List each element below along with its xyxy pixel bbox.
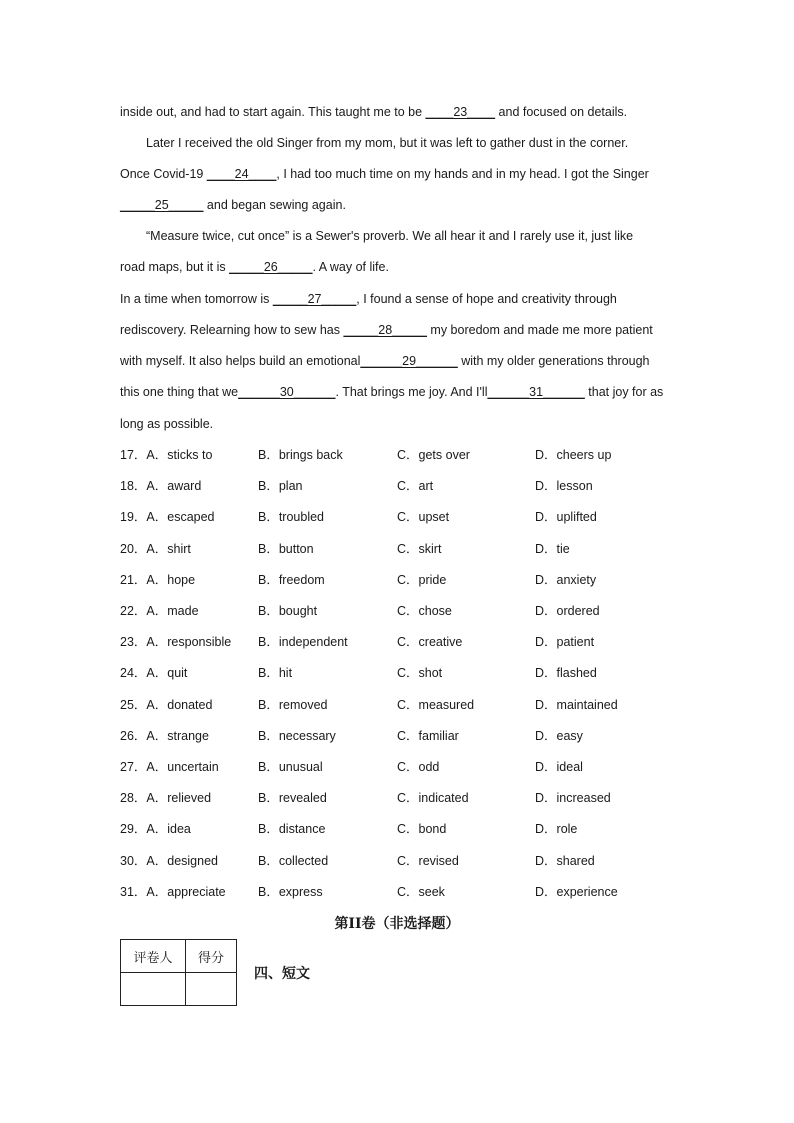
text: . A way of life. bbox=[312, 260, 389, 274]
passage-line-6 bbox=[120, 257, 389, 277]
question-number: 17．A． bbox=[120, 448, 168, 462]
text: In a time when tomorrow is bbox=[120, 292, 273, 306]
option-b[interactable]: B．button bbox=[258, 541, 314, 556]
option-b[interactable]: B．brings back bbox=[258, 448, 343, 462]
option-c[interactable]: C．pride bbox=[397, 572, 447, 587]
option-a[interactable] bbox=[120, 476, 201, 496]
option-c[interactable]: C．familiar bbox=[397, 728, 459, 743]
passage-line-11: long as possible. bbox=[120, 417, 214, 431]
option-d[interactable]: D．flashed bbox=[535, 666, 597, 681]
text: . That brings me joy. And I'll bbox=[335, 385, 488, 399]
option-a[interactable] bbox=[120, 507, 215, 527]
question-row bbox=[120, 788, 680, 808]
option-d[interactable]: D．tie bbox=[535, 541, 570, 556]
question-number: 22．A． bbox=[120, 604, 168, 618]
option-d[interactable]: D．uplifted bbox=[535, 510, 597, 525]
section-4-title: 四、短文 bbox=[254, 966, 310, 982]
question-number: 29．A． bbox=[120, 822, 168, 837]
option-b[interactable]: B．collected bbox=[258, 853, 329, 868]
option-text: quit bbox=[167, 666, 188, 681]
option-c[interactable]: C．indicated bbox=[397, 791, 469, 806]
option-c[interactable]: C．bond bbox=[397, 822, 447, 837]
option-text: relieved bbox=[167, 791, 212, 806]
question-number: 20．A． bbox=[120, 541, 168, 556]
question-number: 28．A． bbox=[120, 791, 168, 806]
option-c[interactable]: C．revised bbox=[397, 853, 459, 868]
question-number: 19．A． bbox=[120, 510, 168, 525]
option-c[interactable]: C．upset bbox=[397, 510, 450, 525]
option-text: responsible bbox=[167, 635, 232, 650]
option-d[interactable]: D．patient bbox=[535, 635, 595, 650]
option-a[interactable] bbox=[120, 570, 195, 590]
option-d[interactable]: D．anxiety bbox=[535, 572, 597, 587]
option-text: shirt bbox=[167, 541, 191, 556]
passage-line-1 bbox=[120, 102, 627, 122]
grader-cell[interactable] bbox=[121, 973, 186, 1006]
option-b[interactable]: B．independent bbox=[258, 635, 348, 650]
blank-30: ______30______ bbox=[238, 385, 336, 399]
passage-line-3 bbox=[120, 164, 649, 184]
text: this one thing that we bbox=[120, 385, 239, 399]
blank-23: ____23____ bbox=[425, 105, 496, 119]
text: with myself. It also helps build an emotional bbox=[120, 354, 361, 368]
grader-header: 评卷人 bbox=[121, 940, 186, 973]
question-row bbox=[120, 570, 680, 590]
option-text: donated bbox=[167, 697, 213, 712]
text: , I found a sense of hope and creativity through bbox=[356, 292, 617, 306]
option-b[interactable]: B．bought bbox=[258, 604, 318, 618]
text: Once Covid-19 bbox=[120, 167, 207, 181]
option-d[interactable]: D．increased bbox=[535, 791, 611, 806]
option-c[interactable]: C．creative bbox=[397, 635, 463, 650]
question-row bbox=[120, 539, 680, 559]
passage-line-7 bbox=[120, 289, 617, 309]
question-row bbox=[120, 507, 680, 527]
text: with my older generations through bbox=[457, 354, 650, 368]
option-d[interactable]: D．role bbox=[535, 822, 578, 837]
score-header: 得分 bbox=[186, 940, 237, 973]
question-number: 31．A． bbox=[120, 884, 168, 899]
text: inside out, and had to start again. This taught me to be bbox=[120, 105, 426, 119]
option-a[interactable] bbox=[120, 757, 219, 777]
blank-27: _____27_____ bbox=[272, 292, 357, 306]
option-text: award bbox=[167, 479, 202, 494]
passage-line-8 bbox=[120, 320, 653, 340]
passage-line-10 bbox=[120, 382, 663, 402]
blank-31: ______31______ bbox=[487, 385, 585, 399]
question-row bbox=[120, 757, 680, 777]
text: , I had too much time on my hands and in my head. I got the Singer bbox=[276, 167, 649, 181]
option-c[interactable]: C．seek bbox=[397, 884, 445, 899]
text: road maps, but it is bbox=[120, 260, 230, 274]
question-number: 26．A． bbox=[120, 728, 168, 743]
question-row bbox=[120, 445, 680, 465]
question-row bbox=[120, 851, 680, 871]
question-row bbox=[120, 476, 680, 496]
option-b[interactable]: B．removed bbox=[258, 697, 328, 712]
option-b[interactable]: B．distance bbox=[258, 822, 326, 837]
option-text: hope bbox=[167, 572, 196, 587]
option-text: escaped bbox=[167, 510, 215, 525]
option-d[interactable]: D．ordered bbox=[535, 604, 600, 618]
passage-line-5: “Measure twice, cut once” is a Sewer's proverb. We all hear it and I rarely use it, just like bbox=[146, 229, 634, 243]
option-text: strange bbox=[167, 728, 209, 743]
option-a[interactable] bbox=[120, 819, 191, 839]
option-b[interactable]: B．plan bbox=[258, 479, 303, 494]
option-text: sticks to bbox=[167, 448, 213, 462]
option-text: uncertain bbox=[167, 760, 219, 774]
option-a[interactable] bbox=[120, 539, 191, 559]
option-d[interactable]: D．lesson bbox=[535, 479, 593, 494]
option-b[interactable]: B．express bbox=[258, 884, 323, 899]
option-a[interactable] bbox=[120, 882, 226, 902]
text: that joy for as bbox=[584, 385, 664, 399]
option-a[interactable] bbox=[120, 601, 199, 621]
option-b[interactable]: B．revealed bbox=[258, 791, 327, 806]
option-c[interactable]: C．measured bbox=[397, 697, 475, 712]
option-a[interactable] bbox=[120, 663, 187, 683]
text: and focused on details. bbox=[495, 105, 628, 119]
section-title: 第II卷（非选择题） bbox=[334, 916, 460, 932]
option-b[interactable]: B．hit bbox=[258, 666, 293, 681]
question-row bbox=[120, 663, 680, 683]
option-b[interactable]: B．unusual bbox=[258, 760, 323, 774]
question-number: 23．A． bbox=[120, 635, 168, 650]
question-row bbox=[120, 882, 680, 902]
option-c[interactable]: C．gets over bbox=[397, 448, 470, 462]
option-d[interactable]: D．cheers up bbox=[535, 448, 612, 462]
text: my boredom and made me more patient bbox=[426, 323, 653, 337]
question-number: 18．A． bbox=[120, 479, 168, 494]
option-text: made bbox=[167, 604, 199, 618]
option-a[interactable] bbox=[120, 788, 211, 808]
option-d[interactable]: D．shared bbox=[535, 853, 595, 868]
option-text: designed bbox=[167, 853, 218, 868]
blank-28: _____28_____ bbox=[343, 323, 427, 337]
option-d[interactable]: D．ideal bbox=[535, 760, 583, 774]
option-c[interactable]: C．art bbox=[397, 479, 434, 494]
passage-line-9 bbox=[120, 351, 650, 371]
blank-29: ______29______ bbox=[360, 354, 458, 368]
option-b[interactable]: B．necessary bbox=[258, 728, 336, 743]
text: rediscovery. Relearning how to sew has bbox=[120, 323, 344, 337]
question-row bbox=[120, 632, 680, 652]
option-a[interactable] bbox=[120, 695, 212, 715]
question-number: 24．A． bbox=[120, 666, 168, 681]
passage-line-4 bbox=[120, 195, 346, 215]
question-row bbox=[120, 601, 680, 621]
question-number: 27．A． bbox=[120, 760, 168, 774]
option-b[interactable]: B．troubled bbox=[258, 510, 325, 525]
score-cell[interactable] bbox=[186, 973, 237, 1006]
question-row bbox=[120, 726, 680, 746]
option-a[interactable] bbox=[120, 632, 231, 652]
option-text: appreciate bbox=[167, 884, 226, 899]
question-row bbox=[120, 819, 680, 839]
option-text: idea bbox=[167, 822, 191, 837]
score-table bbox=[120, 939, 237, 1006]
blank-24: ____24____ bbox=[206, 167, 277, 181]
option-c[interactable]: C．shot bbox=[397, 666, 443, 681]
option-c[interactable]: C．chose bbox=[397, 604, 452, 618]
option-c[interactable]: C．skirt bbox=[397, 541, 442, 556]
option-a[interactable] bbox=[120, 726, 209, 746]
question-number: 30．A． bbox=[120, 853, 168, 868]
option-a[interactable] bbox=[120, 851, 218, 871]
question-row bbox=[120, 695, 680, 715]
option-a[interactable] bbox=[120, 445, 212, 465]
question-number: 21．A． bbox=[120, 572, 168, 587]
option-d[interactable]: D．maintained bbox=[535, 697, 618, 712]
option-c[interactable]: C．odd bbox=[397, 760, 440, 774]
option-d[interactable]: D．easy bbox=[535, 728, 583, 743]
text: and began sewing again. bbox=[203, 198, 346, 212]
option-b[interactable]: B．freedom bbox=[258, 572, 325, 587]
blank-26: _____26_____ bbox=[229, 260, 313, 274]
option-d[interactable]: D．experience bbox=[535, 884, 618, 899]
passage-line-2: Later I received the old Singer from my mom, but it was left to gather dust in the corner. bbox=[146, 136, 629, 150]
question-number: 25．A． bbox=[120, 697, 168, 712]
blank-25: _____25_____ bbox=[120, 198, 204, 212]
